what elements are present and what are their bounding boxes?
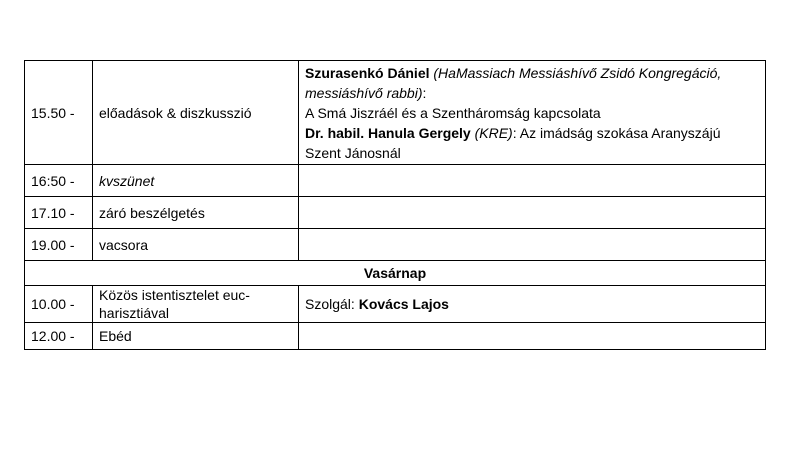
time-cell: 19.00 - xyxy=(25,229,93,261)
talk-title: A Smá Jiszráél és a Szentháromság kapcsolata xyxy=(305,104,601,121)
minister-name: Kovács Lajos xyxy=(358,296,449,312)
speaker-name: Dr. habil. Hanula Gergely xyxy=(305,124,471,141)
speaker-affiliation: (HaMassiach Messiáshívő Zsidó Kongregáció, messiáshívő rabbi) xyxy=(305,64,722,101)
activity-cell: előadások & diszkusszió xyxy=(93,61,299,165)
table-row xyxy=(25,197,766,229)
table-row xyxy=(25,165,766,197)
details-prefix: Szolgál: xyxy=(305,296,359,312)
activity-cell: vacsora xyxy=(93,229,299,261)
details-cell xyxy=(299,165,766,197)
details-cell xyxy=(299,197,766,229)
time-cell: 16:50 - xyxy=(25,165,93,197)
time-cell: 17.10 - xyxy=(25,197,93,229)
table-row xyxy=(25,323,766,350)
activity-cell: záró beszélgetés xyxy=(93,197,299,229)
activity-cell: kvszünet xyxy=(93,165,299,197)
speaker-name: Szurasenkó Dániel xyxy=(305,64,430,81)
day-header-row xyxy=(25,261,766,286)
colon: : xyxy=(422,84,427,101)
table-row xyxy=(25,286,766,323)
activity-cell: Közös istentisztelet euc-harisztiával xyxy=(93,286,299,323)
details-cell xyxy=(299,323,766,350)
talk-title: : Az imádság szokása Aranyszájú Szent Jánosnál xyxy=(305,124,721,161)
schedule-table xyxy=(24,60,766,350)
details-cell xyxy=(299,286,766,323)
details-cell xyxy=(299,61,766,165)
time-cell: 12.00 - xyxy=(25,323,93,350)
table-row xyxy=(25,229,766,261)
details-cell xyxy=(299,229,766,261)
day-header: Vasárnap xyxy=(25,261,766,286)
table-row xyxy=(25,61,766,165)
time-cell: 10.00 - xyxy=(25,286,93,323)
activity-cell: Ebéd xyxy=(93,323,299,350)
speaker-affiliation: (KRE) xyxy=(470,124,513,141)
time-cell: 15.50 - xyxy=(25,61,93,165)
